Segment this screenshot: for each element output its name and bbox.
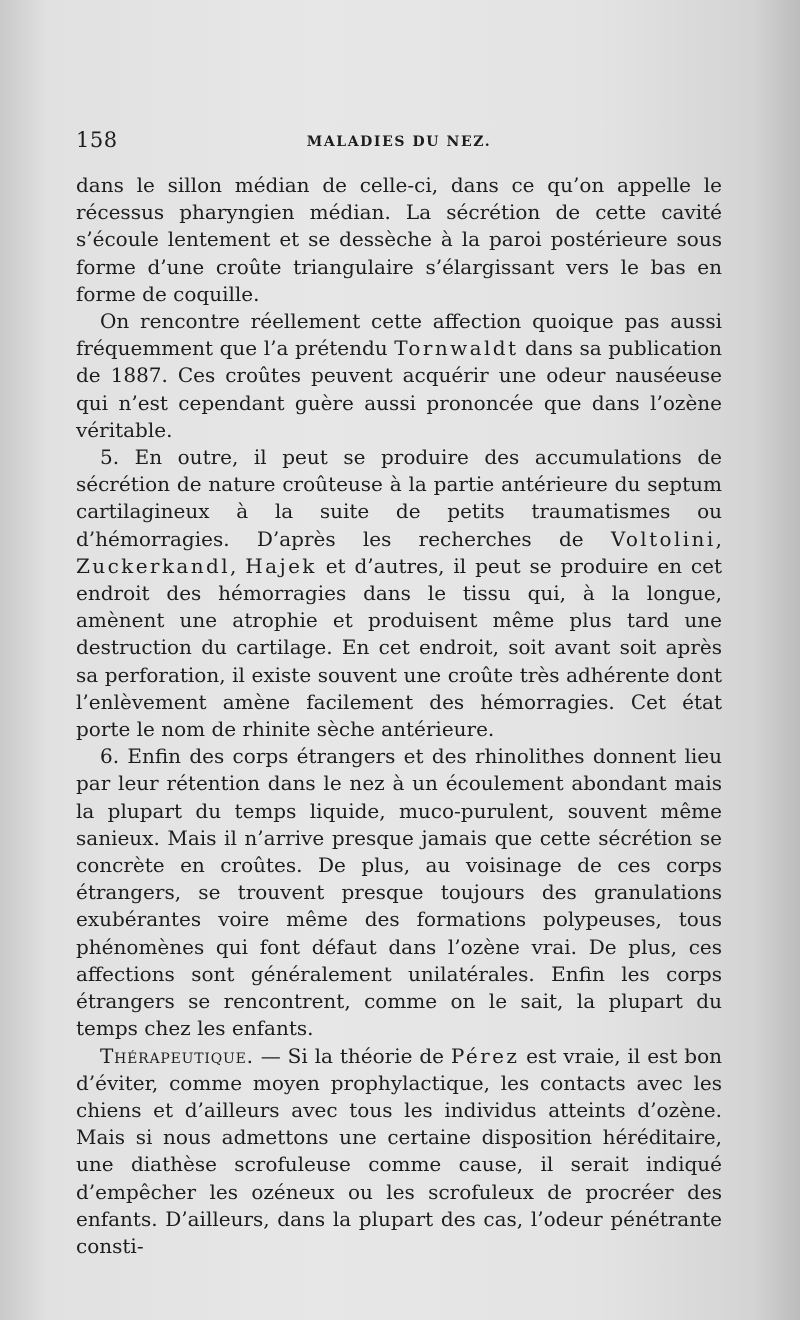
- paragraph-text: 6. Enfin des corps étrangers et des rhinolithes donnent lieu par leur rétention dans le nez à un écoulement abondant mais la plupart du temps liquide, muco-purulent, souvent même sanieux. Mais il n’arrive presque jamais que cette sécrétion se concrète en croûtes. De plus, au voisinage de ces corps étrangers, se trouvent presque toujours des granulations exubérantes voire même des formations polypeuses, tous phénomènes qui font défaut dans l’ozène vrai. De plus, ces affections sont généralement unilatérales. Enfin les corps étrangers se rencontrent, comme on le sait, la plupart du temps chez les enfants.: [76, 744, 722, 1041]
- paragraph-2: [76, 308, 722, 444]
- page-number: 158: [76, 128, 118, 152]
- paragraph-text: — Si la théorie de: [253, 1043, 451, 1068]
- author-name: Hajek: [245, 553, 317, 578]
- paragraph-text: 5. En outre, il peut se produire des accumulations de sécrétion de nature croûteuse à la partie antérieure du septum cartilagineux à la suite de petits traumatismes ou d’hémorragies. D’après les recherches de: [76, 445, 722, 551]
- paragraph-3: [76, 444, 722, 743]
- running-head: MALADIES DU NEZ.: [306, 134, 492, 150]
- paragraph-text: et d’autres, il peut se produire en cet endroit des hémorragies dans le tissu qui, à la longue, amènent une atrophie et produisent même plus tard une destruction du cartilage. En cet endroit, soit avant soit après sa perforation, il existe souvent une croûte très adhérente dont l’enlèvement amène facilement des hémorragies. Cet état porte le nom de rhinite sèche antérieure.: [76, 553, 723, 742]
- paragraph-text: ,: [715, 526, 722, 551]
- paragraph-text: dans sa publication de 1887. Ces croûtes peuvent acquérir une odeur nauséeuse qui n’est cependant guère aussi prononcée que dans l’ozène véritable.: [76, 336, 723, 442]
- body-text: [76, 172, 722, 1260]
- author-name: Voltolini: [610, 526, 716, 551]
- section-heading: Thérapeutique.: [100, 1043, 254, 1068]
- author-name: Tornwaldt: [394, 336, 519, 361]
- paragraph-1: [76, 172, 722, 308]
- paragraph-5: [76, 1043, 722, 1261]
- book-page: [76, 128, 722, 1260]
- paragraph-4: [76, 743, 722, 1042]
- author-name: Zuckerkandl: [76, 553, 231, 578]
- paragraph-text: est vraie, il est bon d’éviter, comme moyen prophylactique, les contacts avec les chiens et d’ailleurs avec tous les individus atteints d’ozène. Mais si nous admettons une certaine disposition héréditaire, une diathèse scrofuleuse comme cause, il serait indiqué d’empêcher les ozéneux ou les scrofuleux de procréer des enfants. D’ailleurs, dans la plupart des cas, l’odeur pénétrante consti-: [76, 1043, 722, 1258]
- author-name: Pérez: [450, 1043, 520, 1068]
- paragraph-text: On rencontre réellement cette affection quoique pas aussi fréquemment que l’a prétendu: [76, 309, 722, 361]
- page-header: [76, 128, 722, 162]
- paragraph-text: ,: [230, 553, 246, 578]
- paragraph-text: dans le sillon médian de celle-ci, dans ce qu’on appelle le récessus pharyngien médian. La sécrétion de cette cavité s’écoule lentement et se dessèche à la paroi postérieure sous forme d’une croûte triangulaire s’élargissant vers le bas en forme de coquille.: [76, 173, 722, 306]
